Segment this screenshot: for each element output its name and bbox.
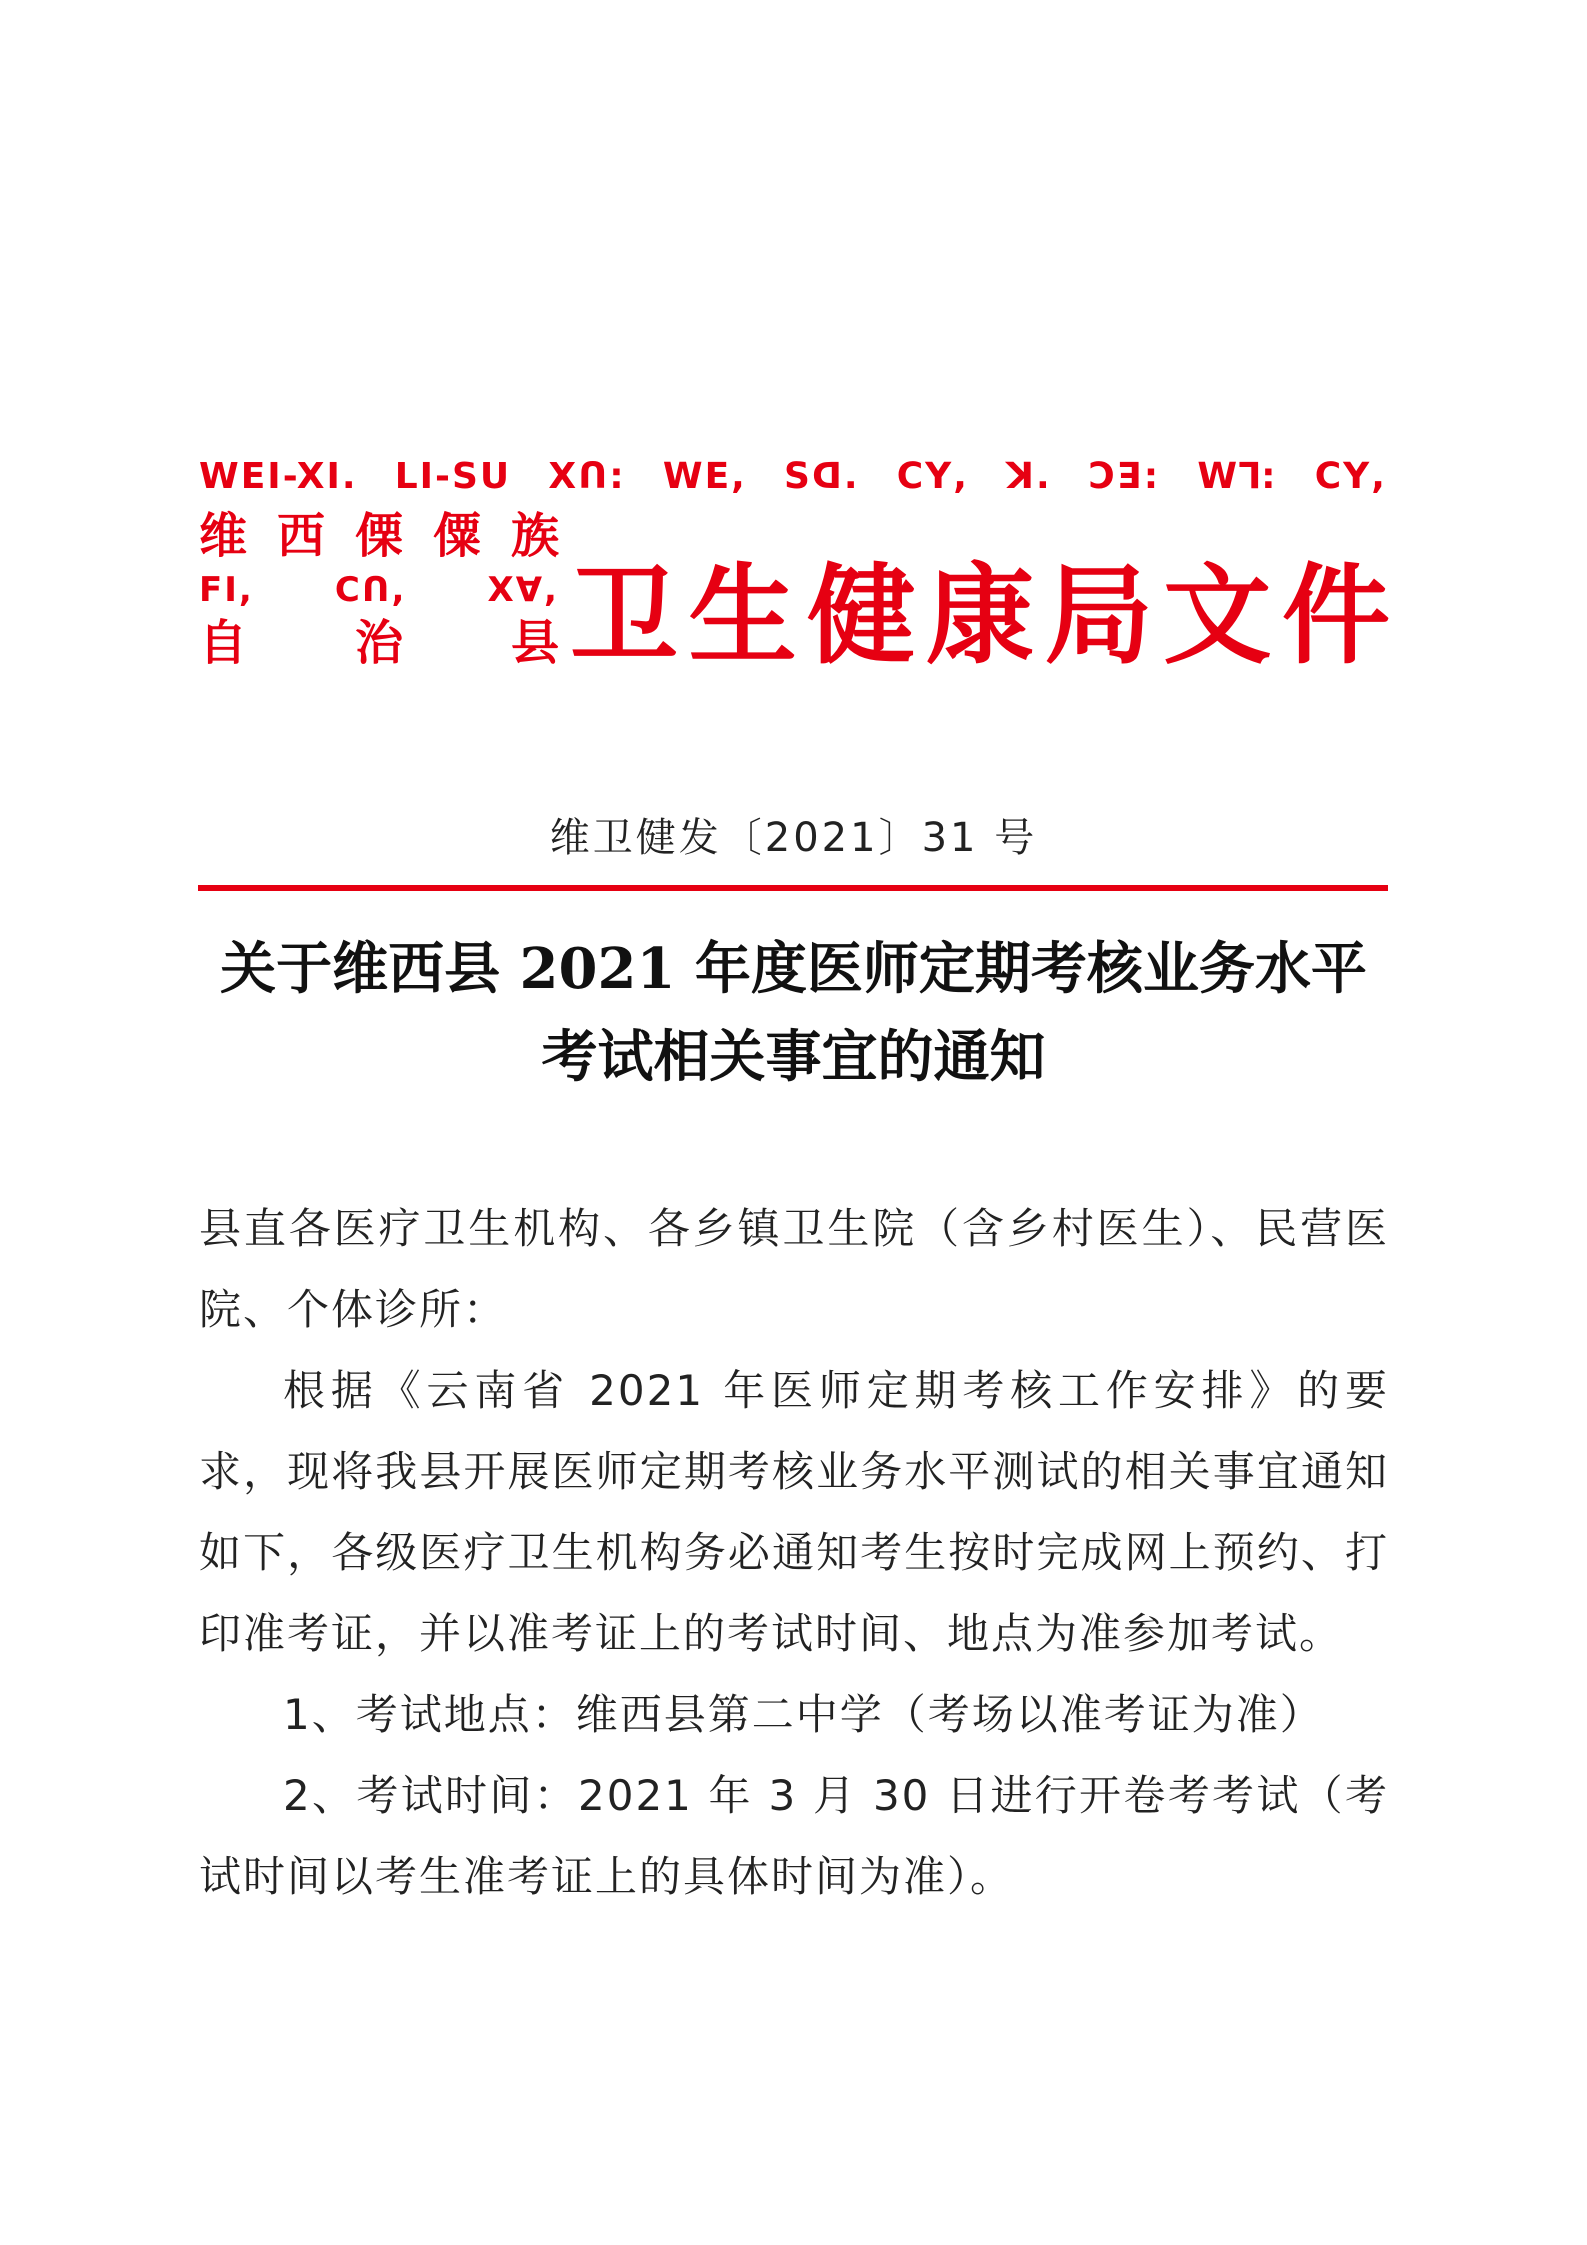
masthead-char: 治 [354, 615, 403, 671]
lisu-word: ꓪꓶ: [1197, 456, 1278, 497]
lisu-word: ꓢꓷ. [784, 456, 860, 497]
masthead-lisu-line [199, 456, 1387, 497]
masthead-char: 维 [199, 508, 248, 564]
masthead-char: 傈 [354, 508, 403, 564]
lisu-word: ꓛꓱ: [1088, 456, 1161, 497]
lisu-word: LI-SU [394, 456, 512, 497]
masthead-title-char: 文 [1163, 553, 1272, 679]
title-line-2: 考试相关事宜的通知 [541, 1024, 1046, 1090]
title-line-1: 关于维西县 2021 年度医师定期考核业务水平 [220, 936, 1367, 1002]
masthead-char: 西 [276, 508, 325, 564]
lisu-word: Xꓵ: [548, 456, 626, 497]
exam-time-item: 2、考试时间：2021 年 3 月 30 日进行开卷考考试（考试时间以考生准考证上的具体时间为准）。 [199, 1771, 1389, 1901]
masthead-char: 族 [510, 508, 559, 564]
document-body [199, 1188, 1389, 1917]
masthead-char: 自 [199, 615, 248, 671]
body-paragraph: 根据《云南省 2021 年医师定期考核工作安排》的要求，现将我县开展医师定期考核业务水平测试的相关事宜通知如下，各级医疗卫生机构务必通知考生按时完成网上预约、打印准考证，并以准考证上的考试时间、地点为准参加考试。 [199, 1366, 1389, 1658]
lisu-word: ꓘ. [1006, 456, 1052, 497]
lisu-word: ꓪꓰ, [662, 456, 747, 497]
lisu-word: ꓚꓬ, [896, 456, 969, 497]
masthead-title-char: 康 [925, 553, 1034, 679]
lisu-word: ꓝꓲ, [199, 570, 254, 610]
masthead-title-char: 卫 [570, 553, 679, 679]
red-divider [198, 885, 1388, 891]
lisu-word: ꓚꓬ, [1314, 456, 1387, 497]
masthead-lisu-small [199, 570, 559, 610]
lisu-word: ꓚꓵ, [334, 570, 407, 610]
masthead-title-char: 健 [807, 553, 916, 679]
masthead-char: 县 [510, 615, 559, 671]
masthead-main-title [570, 553, 1390, 679]
masthead-char: 僳 [432, 508, 481, 564]
lisu-word: ꓫꓯ, [487, 570, 559, 610]
document-title [180, 925, 1407, 1101]
masthead-title-char: 局 [1044, 553, 1153, 679]
masthead-county-name [199, 508, 559, 564]
masthead-autonomous-county [199, 615, 559, 671]
masthead-title-char: 生 [688, 553, 797, 679]
masthead-title-char: 件 [1281, 553, 1390, 679]
lisu-word: WEI-XI. [199, 456, 358, 497]
document-number: 维卫健发〔2021〕31 号 [549, 815, 1038, 861]
recipients: 县直各医疗卫生机构、各乡镇卫生院（含乡村医生）、民营医院、个体诊所： [199, 1204, 1389, 1334]
exam-location-item: 1、考试地点：维西县第二中学（考场以准考证为准） [283, 1690, 1324, 1739]
